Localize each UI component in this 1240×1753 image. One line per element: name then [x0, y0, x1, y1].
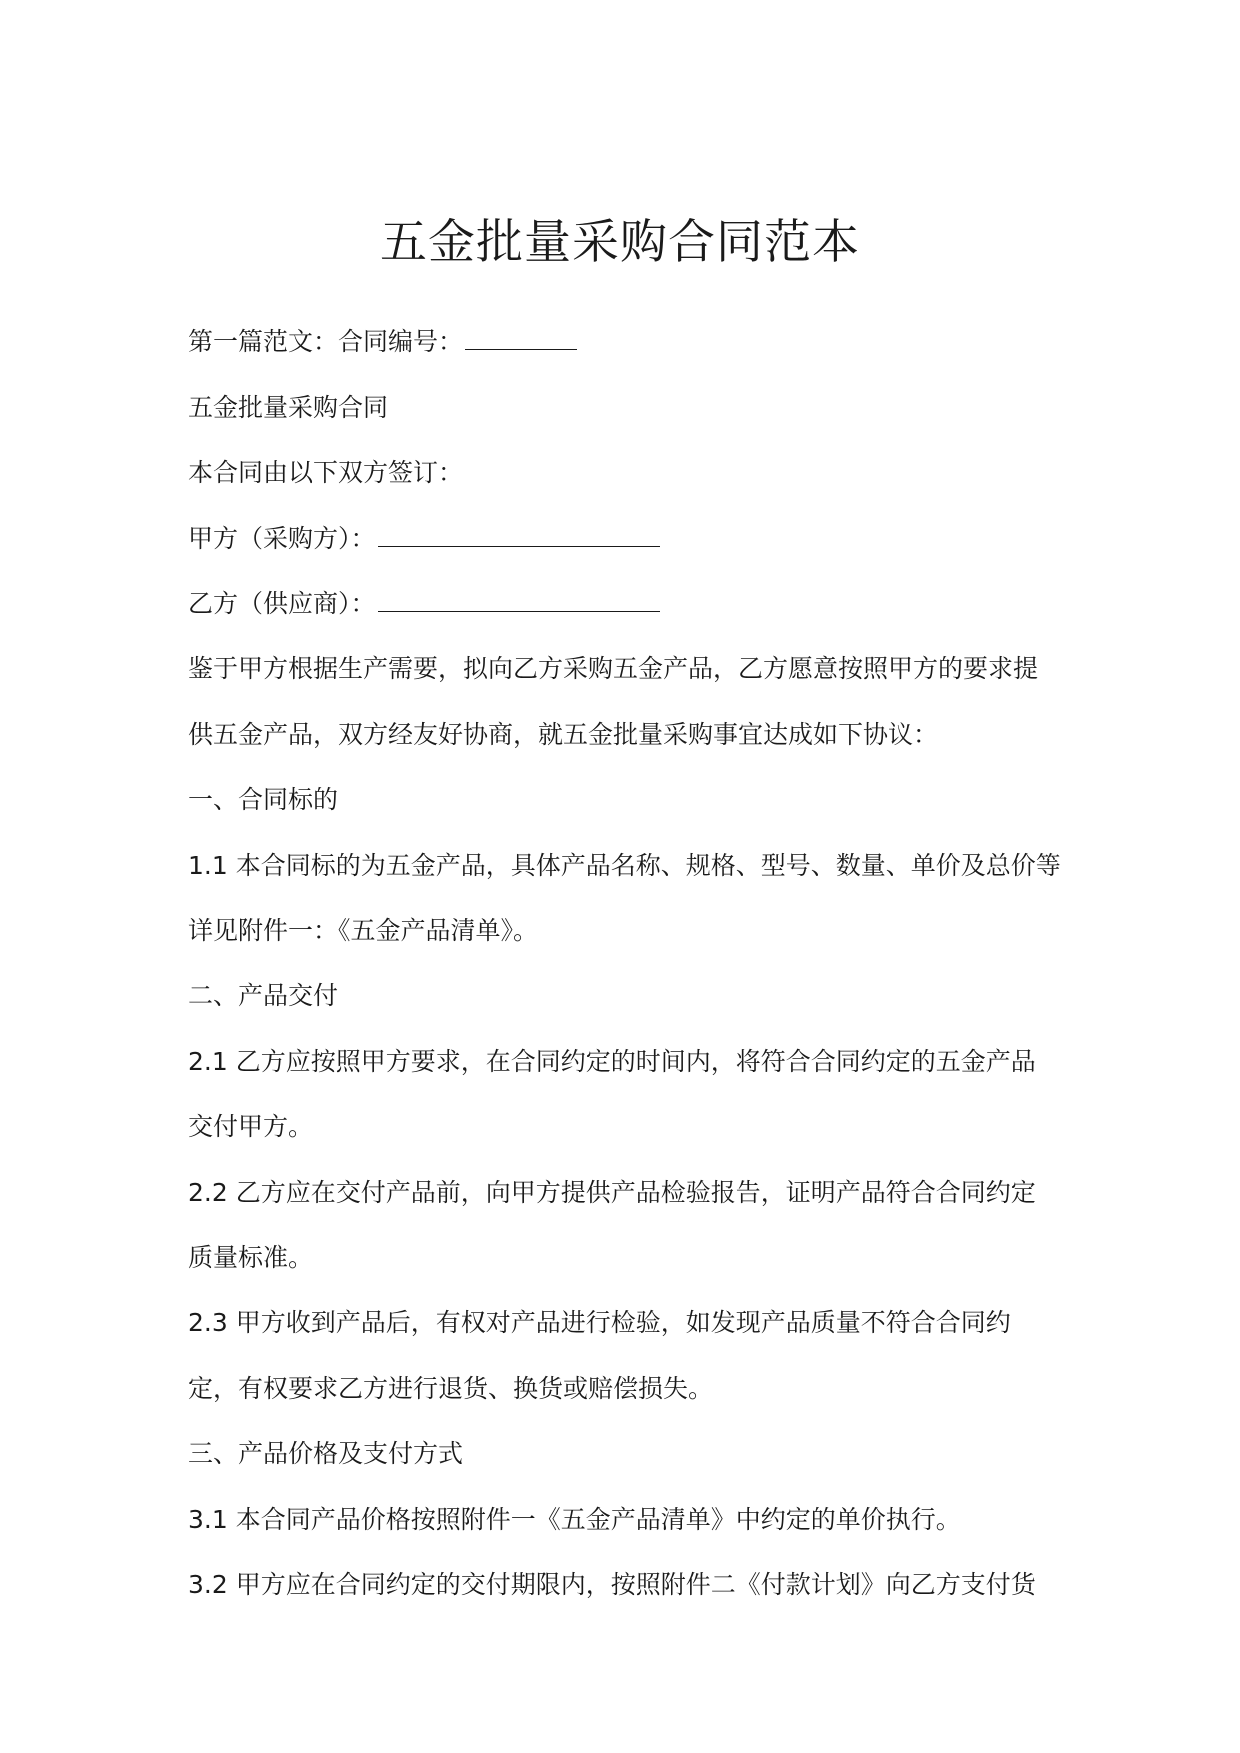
- clause-line: 1.1 本合同标的为五金产品，具体产品名称、规格、型号、数量、单价及总价等: [188, 851, 1061, 880]
- contract-number-blank: [465, 325, 577, 350]
- party-b-line: [188, 587, 660, 621]
- clause-line: 2.3 甲方收到产品后，有权对产品进行检验，如发现产品质量不符合合同约: [188, 1308, 1011, 1337]
- section-heading: 一、合同标的: [188, 785, 339, 814]
- contract-number-label: 第一篇范文：合同编号：: [188, 327, 464, 356]
- party-a-blank: [378, 522, 660, 547]
- party-b-blank: [378, 587, 660, 612]
- party-a-line: [188, 522, 660, 556]
- party-b-label: 乙方（供应商）：: [188, 589, 376, 618]
- party-a-label: 甲方（采购方）：: [188, 524, 376, 553]
- clause-line: 质量标准。: [188, 1243, 314, 1272]
- section-heading: 二、产品交付: [188, 981, 339, 1010]
- clause-line: 详见附件一：《五金产品清单》。: [188, 916, 539, 945]
- document-title: 五金批量采购合同范本: [380, 215, 860, 270]
- clause-line: 定，有权要求乙方进行退货、换货或赔偿损失。: [188, 1374, 714, 1403]
- contract-number-line: [188, 325, 577, 359]
- clause-line: 2.2 乙方应在交付产品前，向甲方提供产品检验报告，证明产品符合合同约定: [188, 1178, 1036, 1207]
- preamble-line: 鉴于甲方根据生产需要，拟向乙方采购五金产品，乙方愿意按照甲方的要求提: [188, 654, 1039, 683]
- preamble-line: 供五金产品，双方经友好协商，就五金批量采购事宜达成如下协议：: [188, 720, 939, 749]
- clause-line: 交付甲方。: [188, 1112, 314, 1141]
- signing-intro: 本合同由以下双方签订：: [188, 458, 464, 487]
- contract-name: 五金批量采购合同: [188, 393, 389, 422]
- clause-line: 3.2 甲方应在合同约定的交付期限内，按照附件二《付款计划》向乙方支付货: [188, 1570, 1036, 1599]
- clause-line: 2.1 乙方应按照甲方要求，在合同约定的时间内，将符合合同约定的五金产品: [188, 1047, 1036, 1076]
- section-heading: 三、产品价格及支付方式: [188, 1439, 464, 1468]
- clause-line: 3.1 本合同产品价格按照附件一《五金产品清单》中约定的单价执行。: [188, 1505, 961, 1534]
